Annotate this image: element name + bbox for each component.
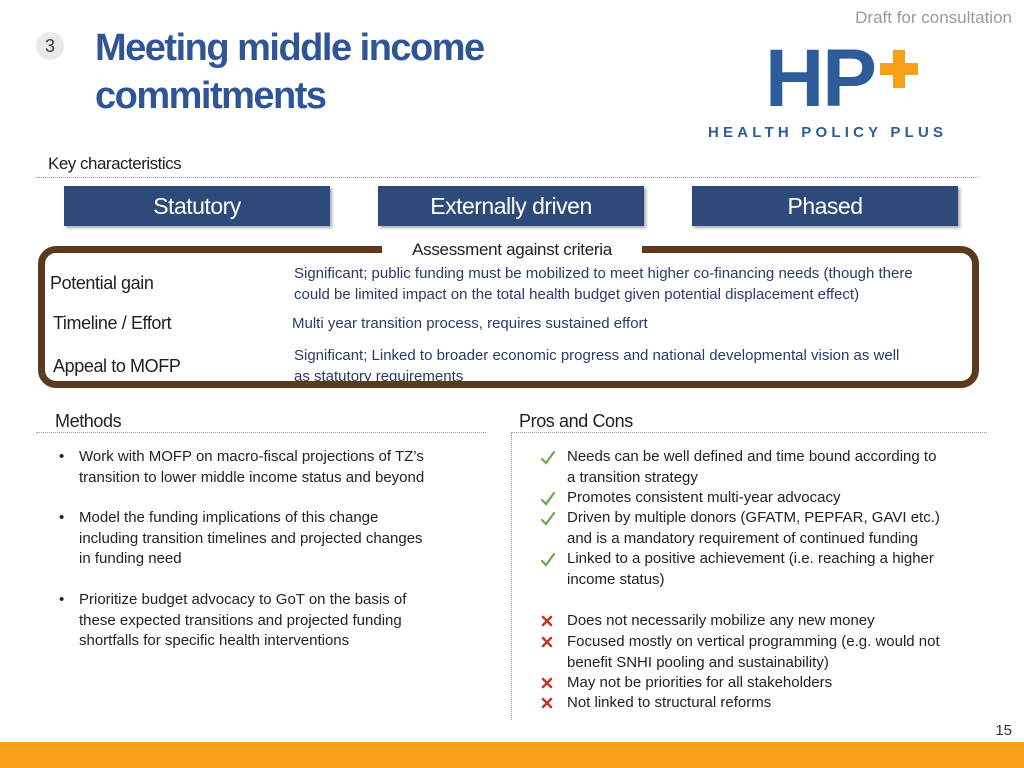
health-policy-plus-logo [700,33,970,148]
pros-cons-heading: Pros and Cons [519,411,633,431]
criterion-text-line: as statutory requirements [294,368,464,385]
list-item [59,590,407,652]
criterion-text-line: Significant; Linked to broader economic progress and national developmental vision as well [294,347,900,364]
draft-label: Draft for consultation [855,8,1012,27]
pro-item-line: Needs can be well defined and time bound according to [567,448,937,465]
list-item-line: these expected transitions and projected funding [79,611,402,629]
characteristic-phased: Phased [692,186,958,226]
list-item-line: Model the funding implications of this change [79,509,379,526]
list-item [59,508,423,570]
bullet-icon: • [59,448,65,465]
con-item-line: Focused mostly on vertical programming (e.g. would not [567,633,940,650]
title-line-1: Meeting middle income [95,27,484,69]
list-item-line: shortfalls for specific health interventions [79,632,350,649]
list-item-line: Prioritize budget advocacy to GoT on the basis of [79,591,407,608]
methods-heading: Methods [55,411,122,431]
title-line-2: commitments [95,75,326,117]
criterion-label: Timeline / Effort [53,313,172,333]
list-item-line: Work with MOFP on macro-fiscal projections of TZ’s [79,448,424,465]
con-item-line: Does not necessarily mobilize any new money [567,612,875,629]
con-item-line: Not linked to structural reforms [567,694,772,711]
assessment-title: Assessment against criteria [382,240,642,262]
con-item-line: benefit SNHI pooling and sustainability) [567,653,829,671]
page-number: 15 [995,722,1012,739]
con-item [567,632,940,673]
characteristic-externally-driven: Externally driven [378,186,644,226]
check-icon [540,511,556,527]
pro-item-line: a transition strategy [567,468,698,486]
pro-item [567,447,936,488]
con-item [567,611,875,632]
cross-icon [541,677,553,689]
cross-icon [541,697,553,709]
criterion-text-line: Multi year transition process, requires sustained effort [292,315,648,332]
footer-bar [0,742,1024,768]
pros-cons-divider [512,432,987,433]
pro-item-line: Driven by multiple donors (GFATM, PEPFAR, GAVI etc.) [567,509,940,526]
bullet-icon: • [59,509,65,526]
criterion-text [294,345,899,387]
section-number-badge: 3 [36,32,64,60]
list-item-line: including transition timelines and projected changes [79,529,423,547]
criterion-text [294,263,913,305]
pro-item-line: income status) [567,570,665,588]
criterion-text [292,313,648,334]
con-item [567,693,771,714]
pro-item-line: and is a mandatory requirement of continued funding [567,529,919,547]
column-divider [511,432,512,720]
criterion-text-line: Significant; public funding must be mobilized to meet higher co-financing needs (though there [294,265,913,282]
con-item-line: May not be priorities for all stakeholders [567,674,833,691]
bullet-icon: • [59,591,65,608]
pro-item-line: Linked to a positive achievement (i.e. reaching a higher [567,550,934,567]
page-title [95,24,655,120]
list-item [59,447,425,488]
criterion-text-line: could be limited impact on the total health budget given potential displacement effect) [294,286,860,303]
check-icon [540,491,556,507]
pro-item [567,508,940,549]
cross-icon [541,636,553,648]
key-characteristics-divider [36,177,978,178]
criterion-label: Potential gain [50,273,154,293]
pro-item [567,488,840,509]
characteristic-statutory: Statutory [64,186,330,226]
logo-tagline: HEALTH POLICY PLUS [708,124,948,141]
plus-icon [880,50,918,88]
pro-item-line: Promotes consistent multi-year advocacy [567,489,841,506]
con-item [567,673,832,694]
cross-icon [541,615,553,627]
pro-item [567,549,934,590]
check-icon [540,552,556,568]
check-icon [540,450,556,466]
methods-divider [36,432,486,433]
list-item-line: transition to lower middle income status and beyond [79,468,425,486]
logo-hp-text: HP [765,33,875,124]
list-item-line: in funding need [79,550,182,567]
key-characteristics-label: Key characteristics [48,154,182,173]
criterion-label: Appeal to MOFP [53,356,181,376]
